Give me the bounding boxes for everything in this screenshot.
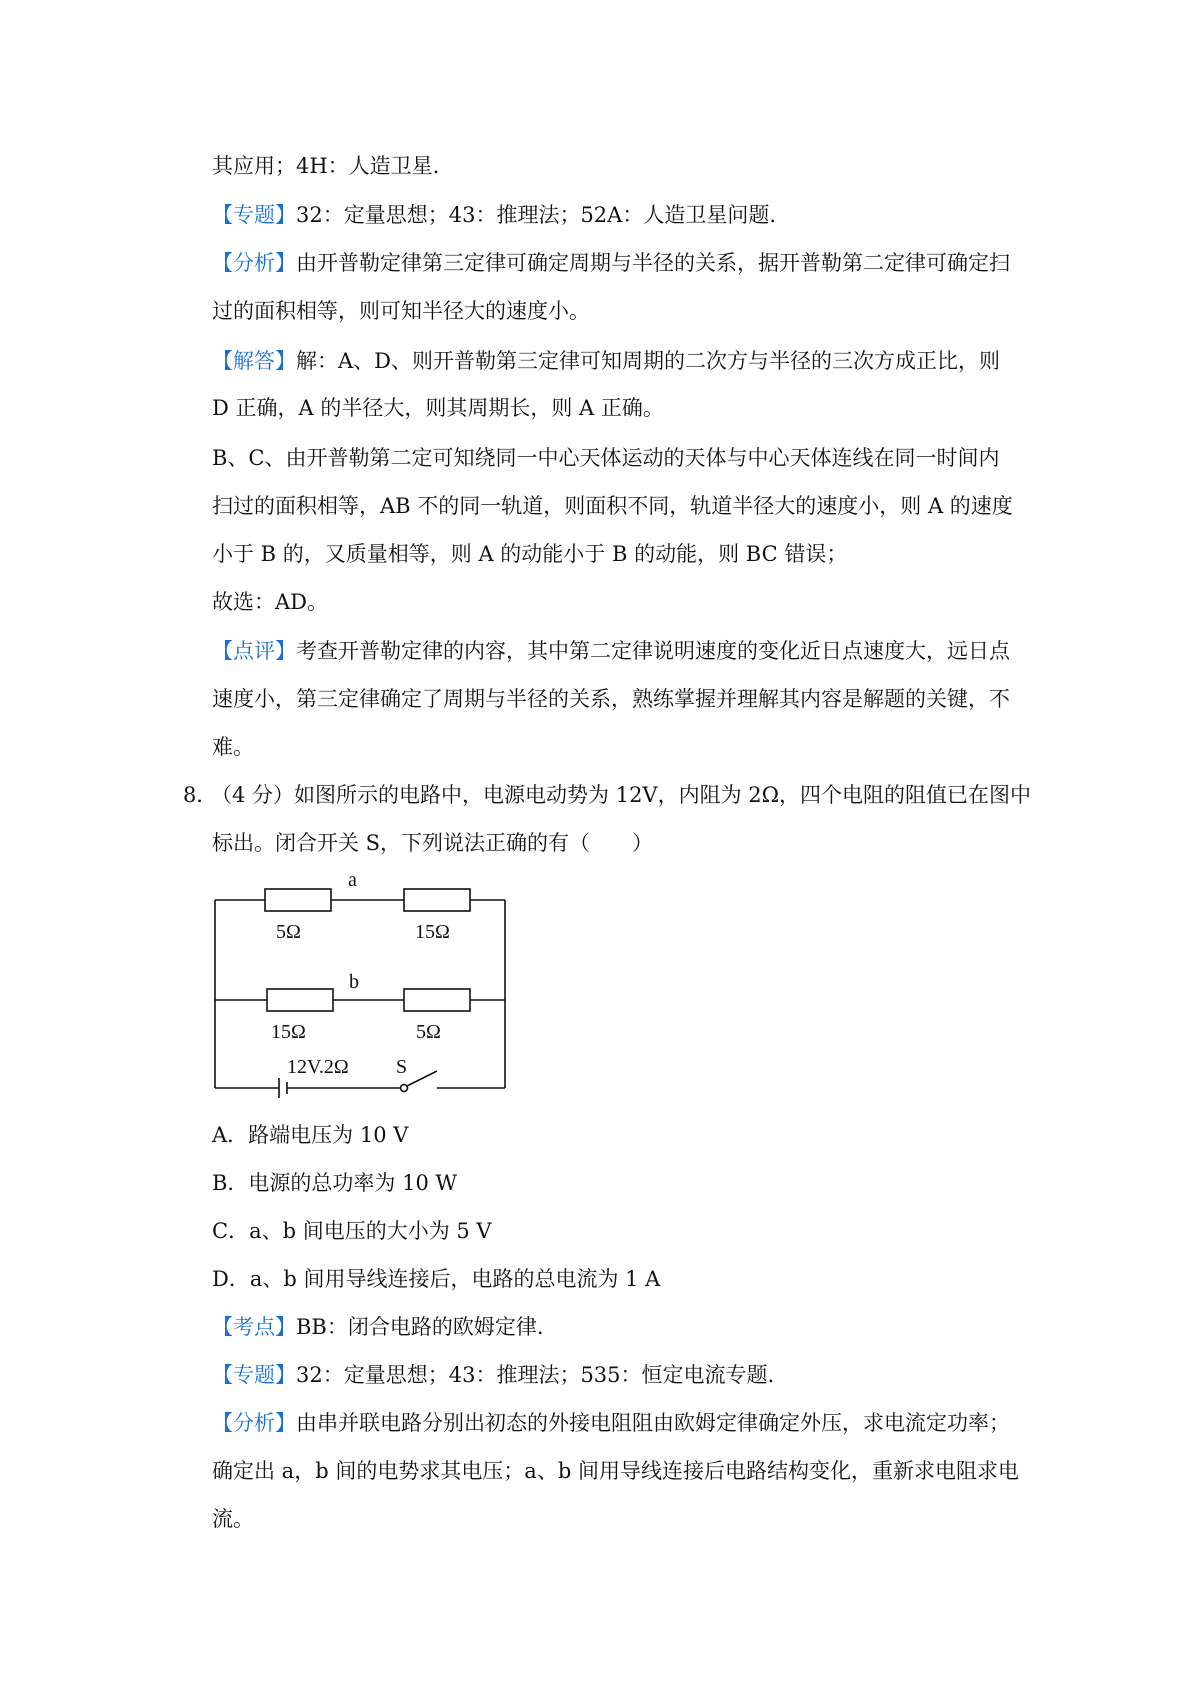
text-line: 难。 [212,735,254,759]
fenxi-text: 由开普勒定律第三定律可确定周期与半径的关系，据开普勒第二定律可确定扫 [296,251,1010,275]
zhuanti-text: 32：定量思想；43：推理法；52A：人造卫星问题. [296,203,777,227]
zhuanti-tag: 【专题】 [212,1363,296,1387]
label-r-top-left: 5Ω [276,921,301,943]
option-b: B．电源的总功率为 10 W [212,1171,458,1195]
resistor-top-right [404,889,470,911]
switch-pivot [401,1085,408,1092]
text-line: 流。 [212,1507,254,1531]
zhuanti-text: 32：定量思想；43：推理法；535：恒定电流专题. [296,1363,775,1387]
question-number: 8． [183,783,218,807]
question-stem: （4 分）如图所示的电路中，电源电动势为 12V，内阻为 2Ω，四个电阻的阻值已在图中 [211,783,1032,807]
resistor-top-left [265,889,331,911]
kaodian-tag: 【考点】 [212,1315,296,1339]
jieda-row [212,346,1000,376]
fenxi-text: 由串并联电路分别出初态的外接电阻阻由欧姆定律确定外压，求电流定功率； [296,1411,1010,1435]
label-b: b [349,971,359,993]
dianping-tag: 【点评】 [212,639,296,663]
text-line: 扫过的面积相等，AB 不的同一轨道，则面积不同，轨道半径大的速度小，则 A 的速度 [212,494,1013,518]
dianping-row [212,636,1010,666]
label-r-mid-left: 15Ω [271,1021,306,1043]
label-r-mid-right: 5Ω [416,1021,441,1043]
text-line: 小于 B 的，又质量相等，则 A 的动能小于 B 的动能，则 BC 错误； [212,542,848,566]
question-stem: 标出。闭合开关 S，下列说法正确的有（ ） [212,831,654,855]
label-source: 12V.2Ω [287,1056,349,1078]
fenxi-row [212,248,1010,278]
kaodian-row [212,1312,544,1342]
resistor-mid-left [267,989,333,1011]
zhuanti-row [212,200,776,230]
option-c: C．a、b 间电压的大小为 5 V [212,1219,492,1243]
switch-blade [407,1071,437,1086]
dianping-text: 考查开普勒定律的内容，其中第二定律说明速度的变化近日点速度大，远日点 [296,639,1010,663]
jieda-text: 解：A、D、则开普勒第三定律可知周期的二次方与半径的三次方成正比，则 [296,349,1000,373]
option-a: A．路端电压为 10 V [212,1123,409,1147]
kaodian-text: BB：闭合电路的欧姆定律. [296,1315,544,1339]
fenxi-tag: 【分析】 [212,1411,296,1435]
text-line: 故选：AD。 [212,590,329,614]
label-r-top-right: 15Ω [415,921,450,943]
text-line: B、C、由开普勒第二定可知绕同一中心天体运动的天体与中心天体连线在同一时间内 [212,446,1000,470]
zhuanti-row [212,1360,774,1390]
label-a: a [348,869,357,891]
text-line: 过的面积相等，则可知半径大的速度小。 [212,299,590,323]
text-line: 确定出 a，b 间的电势求其电压；a、b 间用导线连接后电路结构变化，重新求电阻求电 [212,1459,1019,1483]
text-line: 速度小，第三定律确定了周期与半径的关系，熟练掌握并理解其内容是解题的关键，不 [212,687,1010,711]
text-line: D 正确，A 的半径大，则其周期长，则 A 正确。 [212,396,664,420]
circuit-diagram [205,860,515,1100]
label-switch: S [396,1056,408,1078]
zhuanti-tag: 【专题】 [212,203,296,227]
option-d: D．a、b 间用导线连接后，电路的总电流为 1 A [212,1267,661,1291]
text-line: 其应用；4H：人造卫星. [212,154,440,178]
resistor-mid-right [404,989,470,1011]
fenxi-row [212,1408,1010,1438]
fenxi-tag: 【分析】 [212,251,296,275]
jieda-tag: 【解答】 [212,349,296,373]
